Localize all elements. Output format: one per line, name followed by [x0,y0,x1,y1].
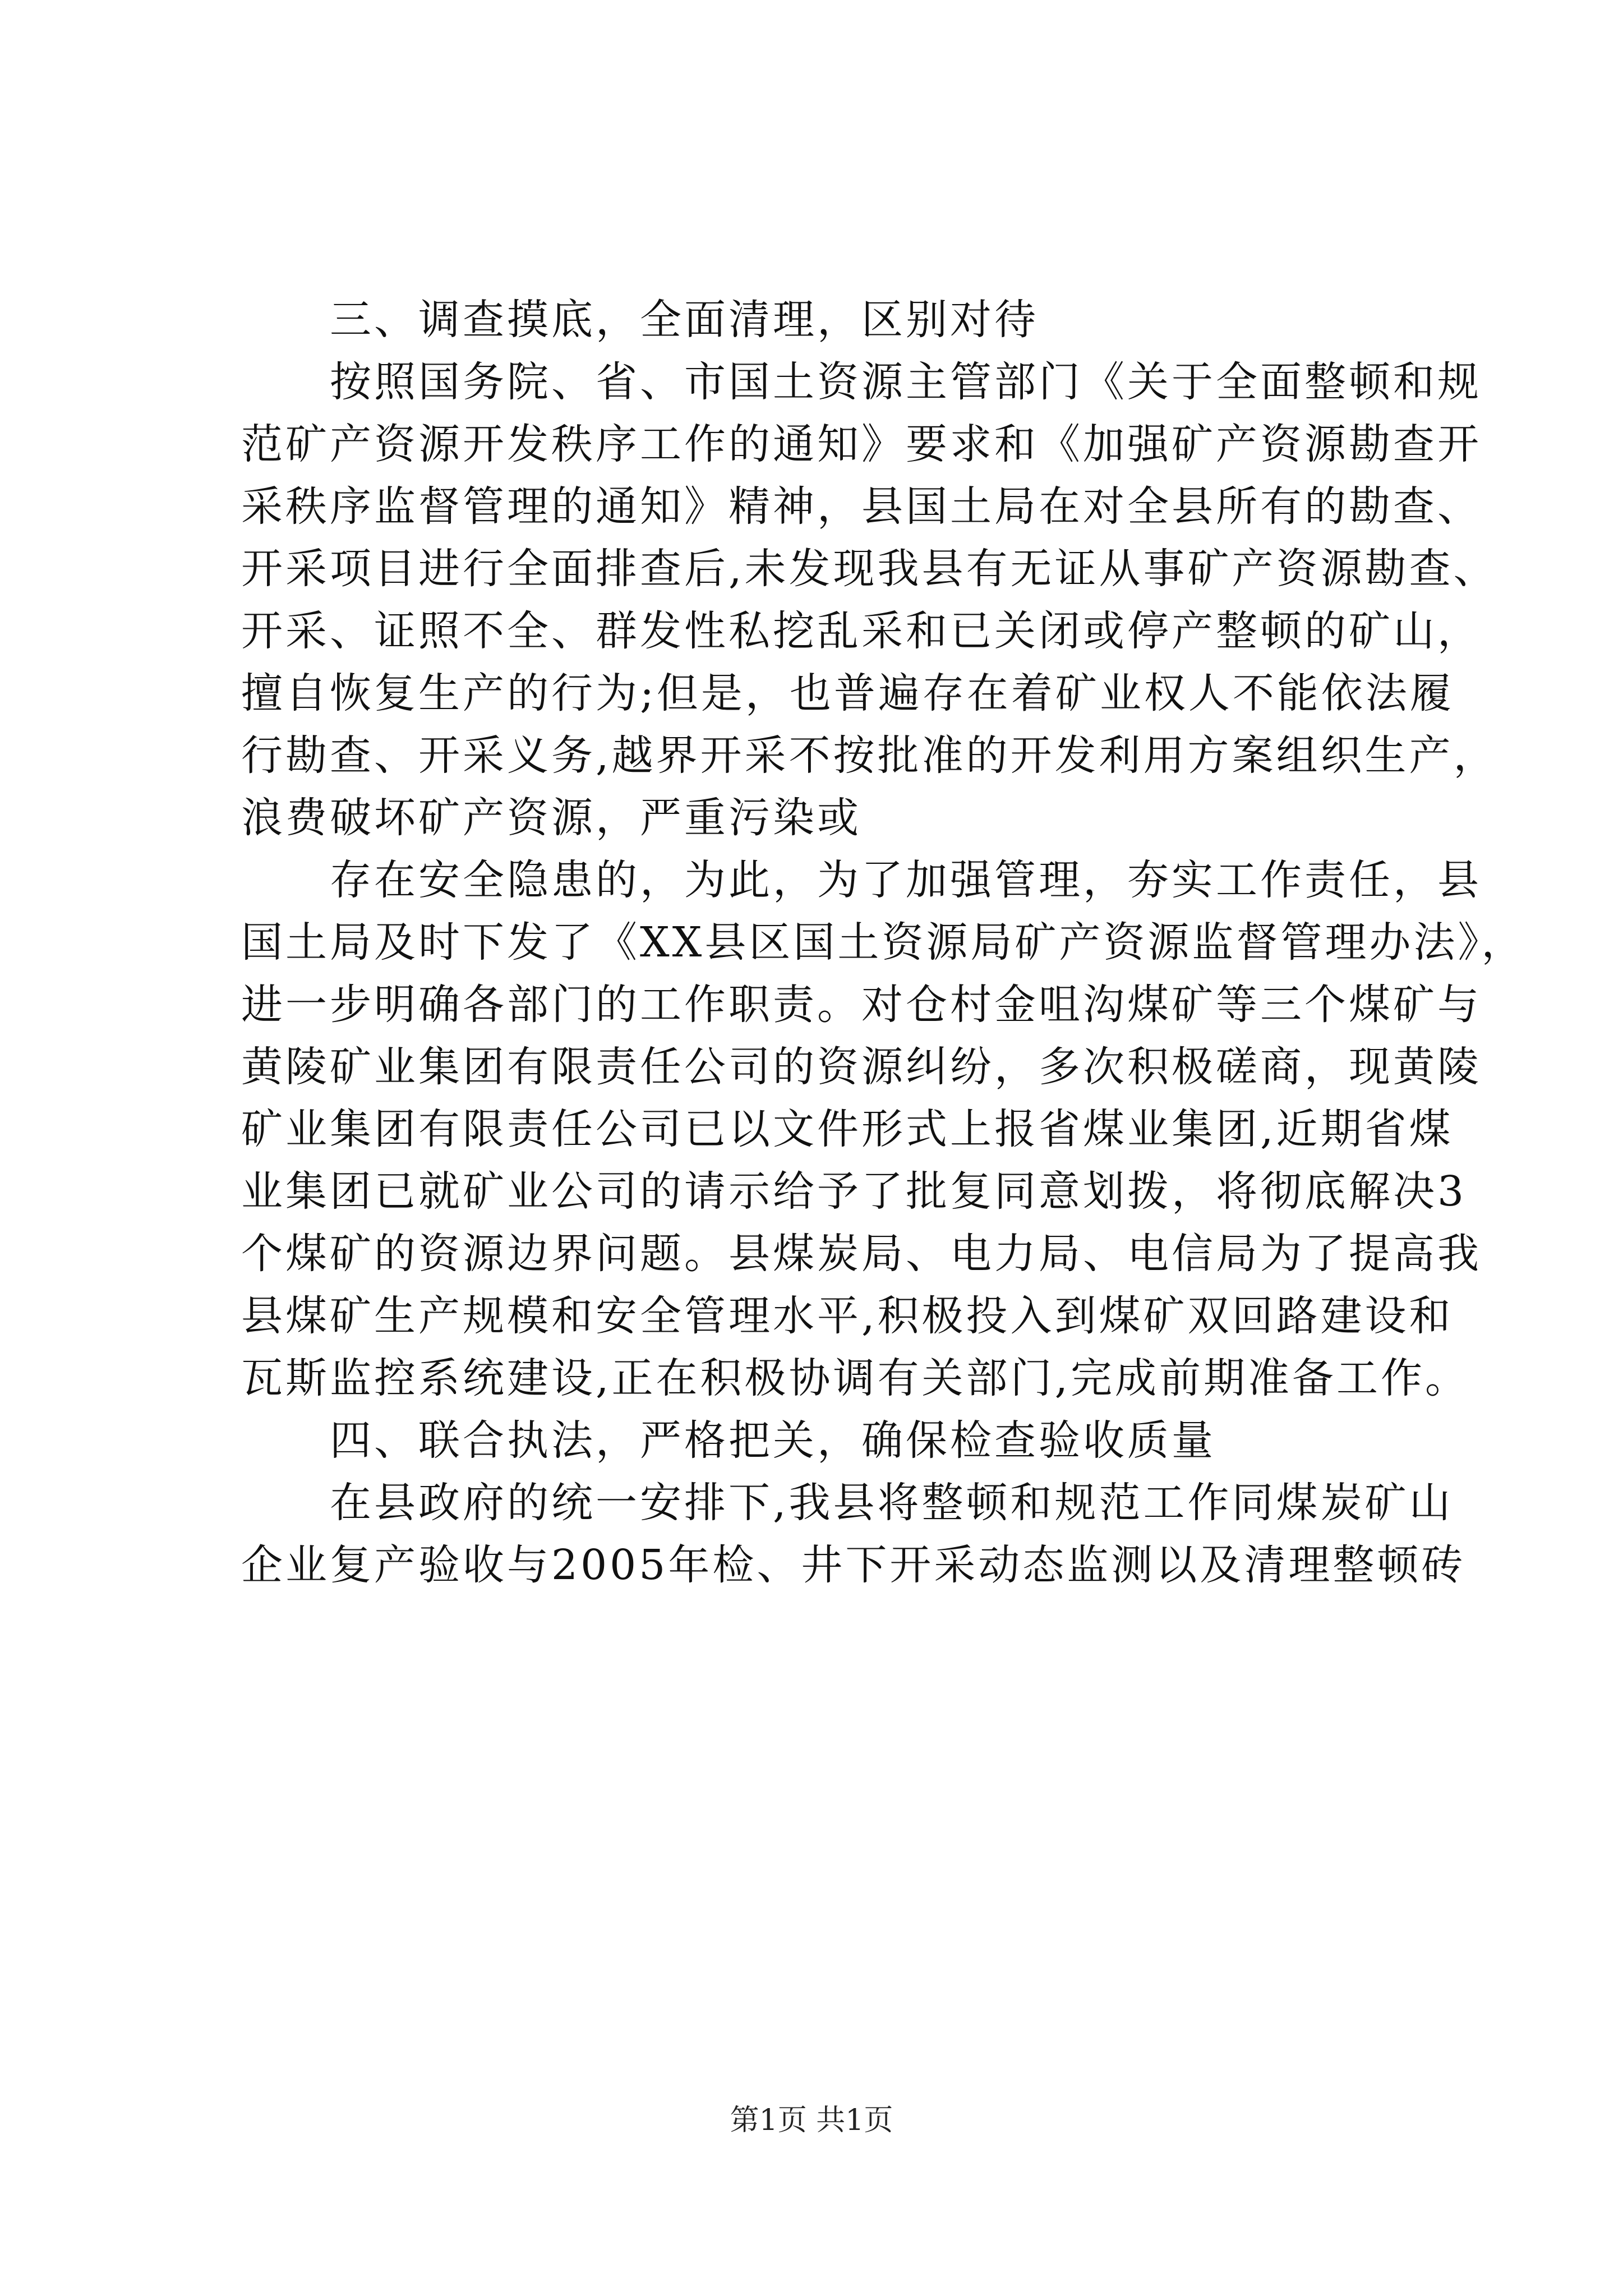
paragraph-line: 开采项目进行全面排查后,未发现我县有无证从事矿产资源勘查、 [241,545,1498,593]
paragraph-line: 业集团已就矿业公司的请示给予了批复同意划拨，将彻底解决3 [241,1167,1467,1216]
page-number-footer: 第1页 共1页 [730,2104,893,2137]
paragraph-line: 黄陵矿业集团有限责任公司的资源纠纷，多次积极磋商，现黄陵 [241,1043,1482,1091]
paragraph-line: 按照国务院、省、市国土资源主管部门《关于全面整顿和规 [241,358,1482,406]
heading-section-three: 三、调查摸底，全面清理，区别对待 [241,296,1039,344]
paragraph-line: 国土局及时下发了《XX县区国土资源局矿产资源监督管理办法》， [241,918,1526,967]
paragraph-line: 采秩序监督管理的通知》精神，县国土局在对全县所有的勘查、 [241,482,1482,531]
paragraph-line: 存在安全隐患的，为此，为了加强管理，夯实工作责任，县 [241,856,1482,904]
paragraph-line: 擅自恢复生产的行为;但是，也普遍存在着矿业权人不能依法履 [241,669,1454,717]
heading-section-four: 四、联合执法，严格把关，确保检查验收质量 [241,1416,1216,1465]
paragraph-line: 行勘查、开采义务,越界开采不按批准的开发利用方案组织生产， [241,731,1498,780]
document-body [241,289,1526,1596]
paragraph-line: 范矿产资源开发秩序工作的通知》要求和《加强矿产资源勘查开 [241,420,1482,468]
paragraph-line: 瓦斯监控系统建设,正在积极协调有关部门,完成前期准备工作。 [241,1354,1470,1402]
paragraph-line: 县煤矿生产规模和安全管理水平,积极投入到煤矿双回路建设和 [241,1292,1454,1340]
paragraph-line: 个煤矿的资源边界问题。县煤炭局、电力局、电信局为了提高我 [241,1230,1482,1278]
paragraph-line: 在县政府的统一安排下,我县将整顿和规范工作同煤炭矿山 [241,1479,1454,1527]
paragraph-line: 浪费破坏矿产资源，严重污染或 [241,794,861,842]
paragraph-line: 开采、证照不全、群发性私挖乱采和已关闭或停产整顿的矿山， [241,607,1482,655]
paragraph-line: 矿业集团有限责任公司已以文件形式上报省煤业集团,近期省煤 [241,1105,1454,1153]
paragraph-line: 进一步明确各部门的工作职责。对仓村金咀沟煤矿等三个煤矿与 [241,981,1482,1029]
paragraph-line: 企业复产验收与2005年检、井下开采动态监测以及清理整顿砖 [241,1541,1466,1589]
